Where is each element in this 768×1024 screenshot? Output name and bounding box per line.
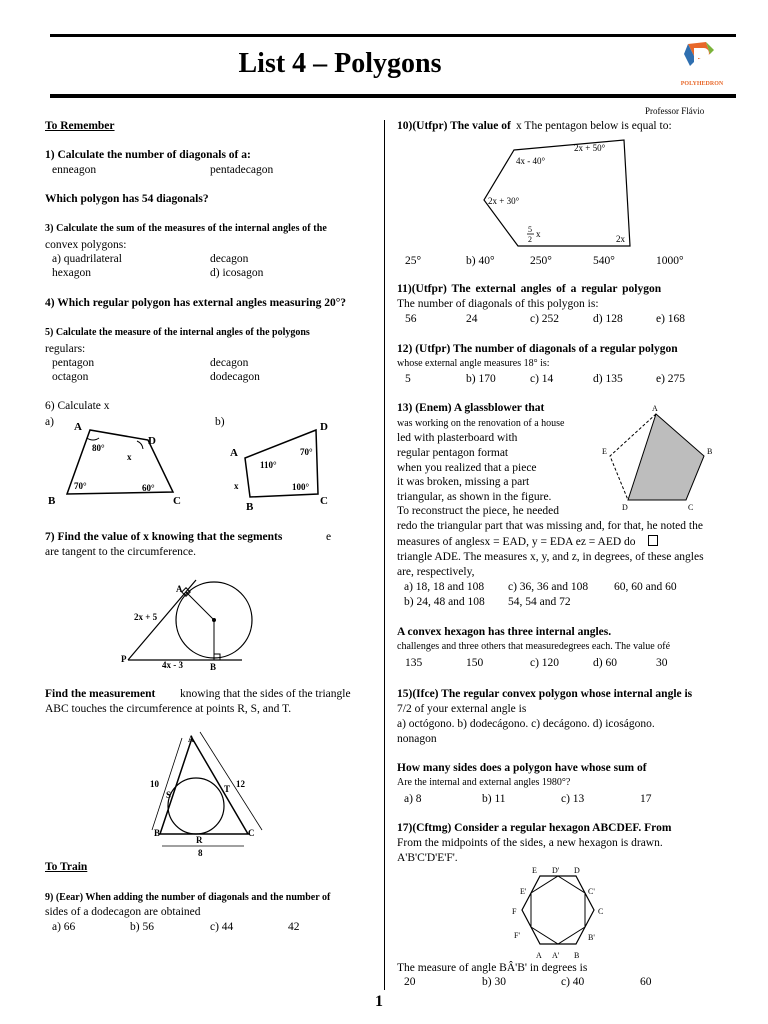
q17-line2: From the midpoints of the sides, a new hexagon is drawn. xyxy=(397,837,663,849)
figure-6a-quadrilateral xyxy=(40,414,200,510)
fig6b-angle-100: 100° xyxy=(292,482,310,492)
fig13-label-c: C xyxy=(688,503,694,512)
q6-label-b: b) xyxy=(215,416,225,428)
fig17-label-b: B xyxy=(574,951,580,960)
q15-line4: nonagon xyxy=(397,733,437,745)
q9-option-3: c) 44 xyxy=(210,921,234,933)
q5-option-c: octagon xyxy=(52,371,89,383)
q13-option-c: c) 36, 36 and 108 xyxy=(508,581,589,593)
q17-option-3: c) 40 xyxy=(561,976,585,988)
q14-option-5: 30 xyxy=(656,657,668,669)
q17-option-4: 60 xyxy=(640,976,652,988)
fig10-angle-5: 2x xyxy=(616,234,625,244)
q13-heading: 13) (Enem) A glassblower that xyxy=(397,402,545,414)
q9-option-1: a) 66 xyxy=(52,921,76,933)
fig6a-label-b: B xyxy=(48,495,56,507)
q10-option-5: 1000° xyxy=(656,255,684,267)
q17-heading: 17)(Cftmg) Consider a regular hexagon ABCDEF. From xyxy=(397,822,672,834)
figure-17-hexagons xyxy=(500,862,620,962)
q13-line3: regular pentagon format xyxy=(397,447,509,459)
q3-line1: 3) Calculate the sum of the measures of the internal angles of the xyxy=(45,223,327,234)
fig6a-label-a: A xyxy=(74,421,82,433)
q12-option-5: e) 275 xyxy=(656,373,686,385)
fig6b-label-b: B xyxy=(246,501,254,513)
figure-7-tangents xyxy=(120,574,270,674)
q8-text-rest: knowing that the sides of the triangle xyxy=(180,688,351,700)
q15-line3: a) octógono. b) dodecágono. c) decágono. d) icoságono. xyxy=(397,718,655,730)
fig7-label-b: B xyxy=(210,662,217,672)
fig8-side-10: 10 xyxy=(150,779,159,789)
q3-option-a: a) quadrilateral xyxy=(52,253,122,265)
fig8-label-t: T xyxy=(224,784,231,794)
column-separator xyxy=(384,120,385,990)
q2-text: Which polygon has 54 diagonals? xyxy=(45,193,209,205)
fig10-frac-num: 5 xyxy=(528,225,532,234)
q14-option-2: 150 xyxy=(466,657,484,669)
q17-option-2: b) 30 xyxy=(482,976,506,988)
fig10-angle-2: 2x + 50° xyxy=(574,143,606,153)
fig10-angle-4: x xyxy=(536,229,541,239)
fig10-angle-1: 4x - 40° xyxy=(516,156,546,166)
q1-text: 1) Calculate the number of diagonals of a: xyxy=(45,149,251,161)
fig6b-label-d: D xyxy=(320,421,328,433)
figure-13-pentagon xyxy=(598,402,716,514)
figure-10-pentagon xyxy=(478,136,648,252)
fig7-label-p: P xyxy=(121,654,127,664)
q5-option-d: dodecagon xyxy=(210,371,260,383)
q6-label-a: a) xyxy=(45,416,54,428)
q14-option-1: 135 xyxy=(405,657,423,669)
fig6a-angle-60: 60° xyxy=(142,483,155,493)
q10-option-2: b) 40° xyxy=(466,255,495,267)
q16-option-1: a) 8 xyxy=(404,793,422,805)
fig8-side-12: 12 xyxy=(236,779,245,789)
q16-option-2: b) 11 xyxy=(482,793,506,805)
fig6b-label-a: A xyxy=(230,447,238,459)
q8-text-bold: Find the measurement xyxy=(45,688,156,700)
polyhedron-logo xyxy=(676,40,728,87)
q1-option-a: enneagon xyxy=(52,164,97,176)
q7-e: e xyxy=(326,531,332,543)
q16-option-3: c) 13 xyxy=(561,793,585,805)
fig8-label-c: C xyxy=(248,828,255,838)
q9-line2: sides of a dodecagon are obtained xyxy=(45,906,201,918)
q13-line1: was working on the renovation of a house xyxy=(397,418,565,429)
fig17-label-a: A xyxy=(536,951,542,960)
fig7-side-1: 2x + 5 xyxy=(134,612,158,622)
q15-line1: 15)(Ifce) The regular convex polygon whose internal angle is xyxy=(397,688,693,700)
fig17-label-d2: D' xyxy=(552,866,560,875)
q9-option-4: 42 xyxy=(288,921,300,933)
fig17-label-b2: B' xyxy=(588,933,595,942)
fig6b-angle-x: x xyxy=(234,481,239,491)
fig6b-label-c: C xyxy=(320,495,328,507)
q9-option-2: b) 56 xyxy=(130,921,154,933)
fig6b-angle-70: 70° xyxy=(300,447,313,457)
fig17-label-f: F xyxy=(512,907,517,916)
figure-6b-quadrilateral xyxy=(220,414,340,514)
q12-line1: 12) (Utfpr) The number of diagonals of a regular polygon xyxy=(397,343,678,355)
q13-line7: To reconstruct the piece, he needed xyxy=(397,505,560,517)
q10-option-3: 250° xyxy=(530,255,552,267)
fig10-frac-den: 2 xyxy=(528,235,532,244)
q11-option-2: 24 xyxy=(466,313,478,325)
fig6a-label-d: D xyxy=(148,435,156,447)
fig17-label-a2: A' xyxy=(552,951,560,960)
q14-line2-b: degrees each. The value of xyxy=(558,641,666,652)
fig8-label-a: A xyxy=(188,734,195,744)
q5-line2: regulars: xyxy=(45,343,86,355)
q5-option-a: pentagon xyxy=(52,357,95,369)
q16-option-4: 17 xyxy=(640,793,652,805)
logo-text: POLYHEDRON xyxy=(680,81,724,87)
fig13-label-b: B xyxy=(707,447,713,456)
q15-line2: 7/2 of your external angle is xyxy=(397,703,527,715)
q1-option-b: pentadecagon xyxy=(210,164,274,176)
q6-text: 6) Calculate x xyxy=(45,400,110,412)
fig17-label-c: C xyxy=(598,907,604,916)
fig6a-angle-70: 70° xyxy=(74,481,87,491)
fig6a-angle-80: 80° xyxy=(92,443,105,453)
page-title: List 4 – Polygons xyxy=(238,48,442,79)
teacher-name: Professor Flávio xyxy=(645,106,705,116)
q7-text: 7) Find the value of x knowing that the segments xyxy=(45,531,283,543)
q16-line2: Are the internal and external angles 1980°? xyxy=(397,777,571,788)
q3-option-c: hexagon xyxy=(52,267,91,279)
q13-option-d: 60, 60 and 60 xyxy=(614,581,677,593)
q11-line2: The number of diagonals of this polygon is: xyxy=(397,298,599,310)
q10-text-rest: x The pentagon below is equal to: xyxy=(516,120,672,132)
q17-line4: The measure of angle BÂ'B' in degrees is xyxy=(397,962,588,974)
q13-line5: it was broken, missing a part xyxy=(397,476,530,488)
q3-option-d: d) icosagon xyxy=(210,267,264,279)
fig17-label-e: E xyxy=(532,866,537,875)
q11-option-1: 56 xyxy=(405,313,417,325)
q13-line6: triangular, as shown in the figure. xyxy=(397,491,552,503)
q10-text-bold: 10)(Utfpr) The value of xyxy=(397,120,511,132)
q5-line1: 5) Calculate the measure of the internal angles of the polygons xyxy=(45,327,310,338)
q13-line4: when you realized that a piece xyxy=(397,462,537,474)
q12-option-2: b) 170 xyxy=(466,373,496,385)
q14-line2-a: challenges and three others that measure xyxy=(397,641,559,652)
q7-line2: are tangent to the circumference. xyxy=(45,546,197,558)
q3-option-b: decagon xyxy=(210,253,249,265)
q13-line2: led with plasterboard with xyxy=(397,432,518,444)
page-number: 1 xyxy=(375,993,383,1010)
q11-line1: 11)(Utfpr) The external angles of a regular polygon xyxy=(397,283,662,295)
q13-option-b: b) 24, 48 and 108 xyxy=(404,596,485,608)
q10-option-4: 540° xyxy=(593,255,615,267)
q12-option-4: d) 135 xyxy=(593,373,623,385)
title-rule xyxy=(50,94,736,98)
to-remember-heading: To Remember xyxy=(45,120,115,132)
q4-text: 4) Which regular polygon has external angles measuring 20°? xyxy=(45,297,347,309)
fig7-label-a: A xyxy=(176,584,183,594)
q13-line11: are, respectively, xyxy=(397,566,475,578)
fig17-label-c2: C' xyxy=(588,887,595,896)
q13-option-a: a) 18, 18 and 108 xyxy=(404,581,485,593)
fig8-label-s: S xyxy=(166,790,172,800)
q14-heading: A convex hexagon has three internal angles. xyxy=(397,626,612,638)
fig8-label-r: R xyxy=(196,835,203,845)
fig6a-label-c: C xyxy=(173,495,181,507)
q13-box-symbol xyxy=(648,535,658,546)
q13-option-e: 54, 54 and 72 xyxy=(508,596,571,608)
fig8-label-b: B xyxy=(154,828,161,838)
fig13-label-d: D xyxy=(622,503,628,512)
fig7-side-2: 4x - 3 xyxy=(162,660,183,670)
fig13-label-e: E xyxy=(602,447,607,456)
fig8-side-8: 8 xyxy=(198,848,203,858)
q8-line2: ABC touches the circumference at points R, S, and T. xyxy=(45,703,292,715)
q5-option-b: decagon xyxy=(210,357,249,369)
q13-line8: redo the triangular part that was missing and, for that, he noted the xyxy=(397,520,703,532)
figure-8-incircle-triangle xyxy=(140,730,270,860)
q12-option-3: c) 14 xyxy=(530,373,554,385)
fig10-angle-3: 2x + 30° xyxy=(488,196,520,206)
q17-line3: A'B'C'D'E'F'. xyxy=(397,852,458,864)
fig13-label-a: A xyxy=(652,404,658,413)
fig6b-angle-110: 110° xyxy=(260,460,277,470)
q14-line2 xyxy=(397,641,670,652)
fig17-label-f2: F' xyxy=(514,931,520,940)
q12-option-1: 5 xyxy=(405,373,411,385)
fig6a-angle-x: x xyxy=(127,452,132,462)
q16-heading: How many sides does a polygon have whose sum of xyxy=(397,762,647,774)
q13-line10: triangle ADE. The measures x, y, and z, in degrees, of these angles xyxy=(397,551,704,563)
q10-option-1: 25° xyxy=(405,255,422,267)
q14-option-3: c) 120 xyxy=(530,657,560,669)
q14-line2-c: é xyxy=(665,641,671,652)
fig17-label-d: D xyxy=(574,866,580,875)
top-rule xyxy=(50,34,736,37)
q11-option-5: e) 168 xyxy=(656,313,686,325)
q9-line1: 9) (Eear) When adding the number of diagonals and the number of xyxy=(45,892,331,903)
q3-line2: convex polygons: xyxy=(45,239,127,251)
q11-option-4: d) 128 xyxy=(593,313,623,325)
q11-option-3: c) 252 xyxy=(530,313,560,325)
fig17-label-e2: E' xyxy=(520,887,527,896)
q17-option-1: 20 xyxy=(404,976,416,988)
q13-line9: measures of anglesx = EAD, y = EDA ez = AED do xyxy=(397,536,636,548)
q14-option-4: d) 60 xyxy=(593,657,617,669)
q12-line2: whose external angle measures 18° is: xyxy=(397,358,550,369)
to-train-heading: To Train xyxy=(45,861,88,873)
